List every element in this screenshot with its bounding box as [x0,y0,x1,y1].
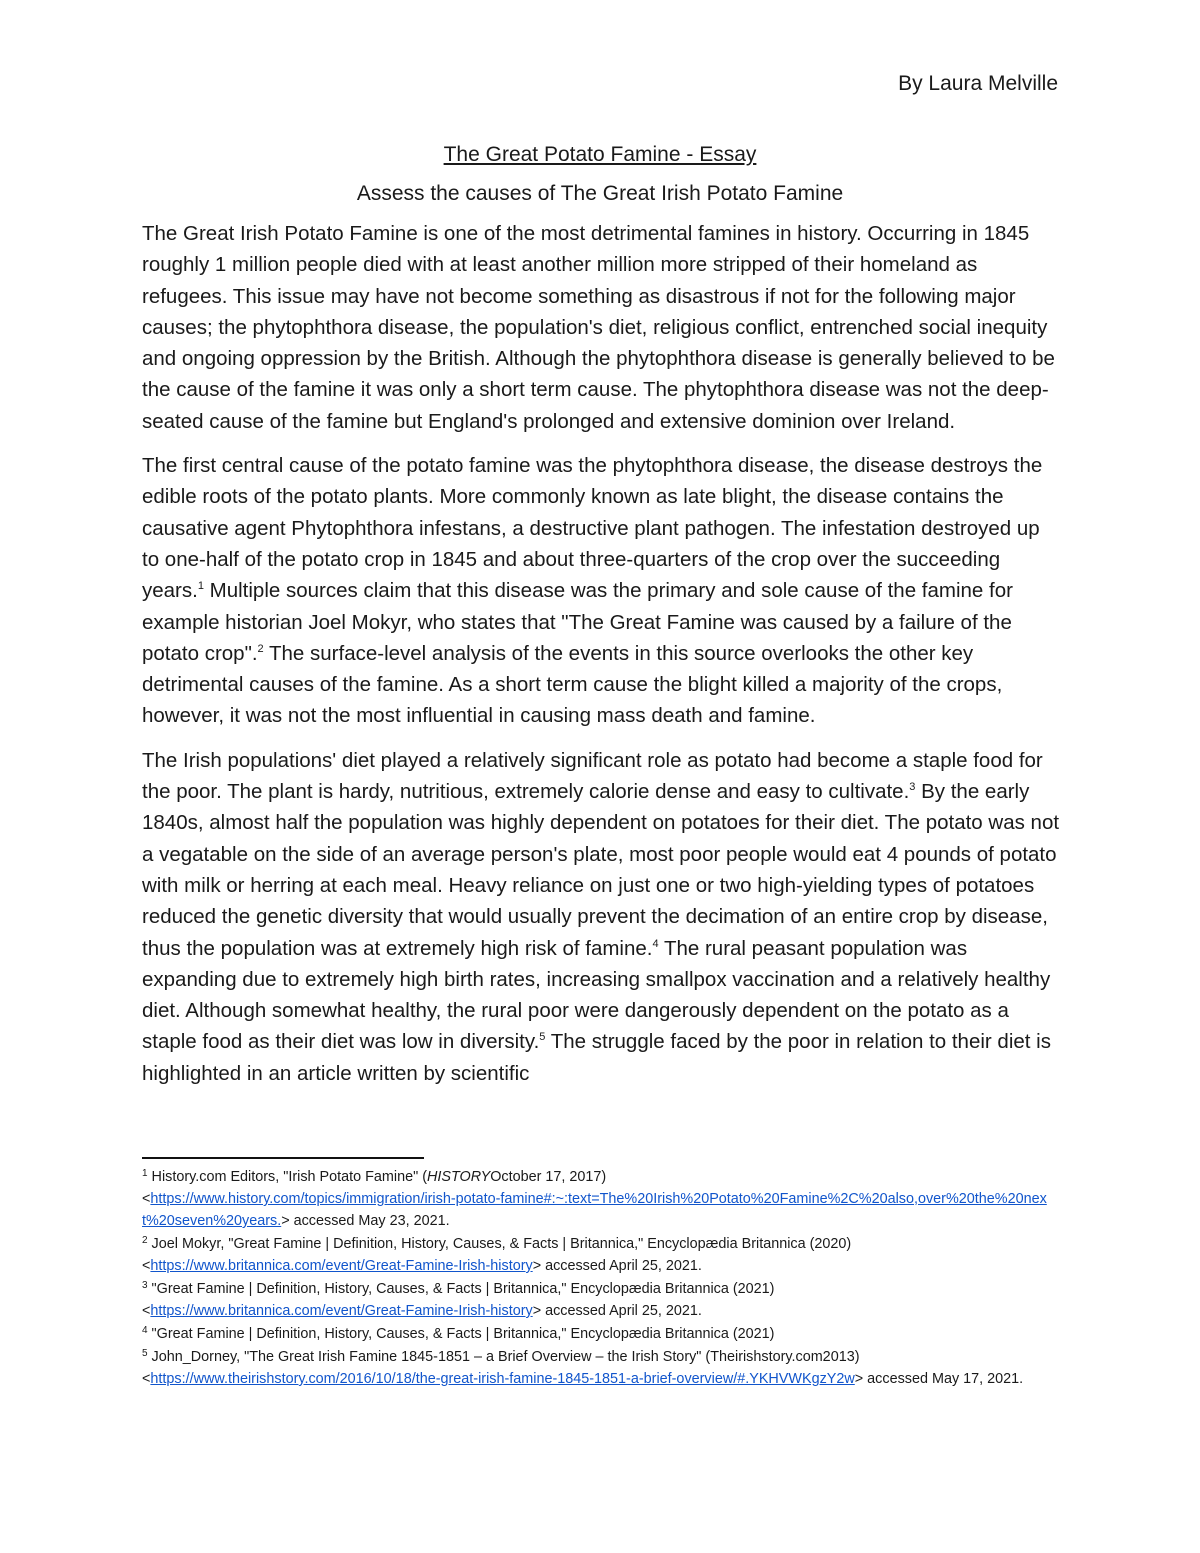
footnote-ref-3[interactable]: 3 [909,781,916,794]
footnote-bracket: < [142,1258,151,1274]
footnote-text: "Great Famine | Definition, History, Causes, & Facts | Britannica," Encyclopædia Britannica (2021) [147,1326,775,1342]
footnote-number: 1 [142,1168,148,1179]
footnote-link[interactable]: https://www.history.com/topics/immigration/irish-potato-famine#:~:text=The%20Irish%20Potato%20Famine%2C%20also,over%20the%20next%20seven%20years. [142,1191,1047,1229]
footnote-ref-1[interactable]: 1 [197,580,204,593]
footnote-link[interactable]: https://www.britannica.com/event/Great-Famine-Irish-history [150,1303,533,1319]
footnote-5 [142,1346,1062,1390]
essay-title: The Great Potato Famine - Essay [443,143,757,166]
paragraph-text: The first central cause of the potato famine was the phytophthora disease, the disease destroys the edible roots of the potato plants. More commonly known as late blight, the disease contains the causative agent Phytophthora infestans, a destructive plant pathogen. The infestation destroyed up to one-half of the potato crop in 1845 and about three-quarters of the crop over the succeeding years. [142,454,1043,603]
footnote-ref-2[interactable]: 2 [257,642,264,655]
footnote-text: > accessed April 25, 2021. [532,1258,702,1274]
footnote-text: "Great Famine | Definition, History, Causes, & Facts | Britannica," Encyclopædia Britannica (2021) [147,1281,775,1297]
footnote-number: 2 [142,1235,148,1246]
footnote-text: > accessed May 17, 2021. [854,1371,1024,1387]
footnote-4 [142,1323,1062,1345]
footnote-bracket: < [142,1371,151,1387]
footnote-link[interactable]: https://www.theirishstory.com/2016/10/18/the-great-irish-famine-1845-1851-a-brief-overview/#.YKHVWKgzY2w [150,1371,855,1387]
footnote-bracket: < [142,1191,151,1207]
footnote-ref-5[interactable]: 5 [539,1031,546,1044]
author-line: By Laura Melville [898,72,1058,95]
footnote-1 [142,1166,1062,1232]
footnote-3 [142,1278,1062,1322]
paragraph-diet [142,745,1062,1089]
paragraph-text: The Irish populations' diet played a relatively significant role as potato had become a staple food for the poor. The plant is hardy, nutritious, extremely calorie dense and easy to cultivate. [142,748,1043,804]
footnote-text: History.com Editors, "Irish Potato Famine" ( [147,1169,428,1185]
essay-subtitle: Assess the causes of The Great Irish Potato Famine [356,182,844,205]
footnote-text: John_Dorney, "The Great Irish Famine 1845-1851 – a Brief Overview – the Irish Story" (Theirishstory.com2013) [147,1349,860,1365]
footnote-italic: HISTORY [427,1169,491,1185]
footnote-ref-4[interactable]: 4 [652,937,659,950]
paragraph-intro-text: The Great Irish Potato Famine is one of the most detrimental famines in history. Occurring in 1845 roughly 1 million people died with at least another million more stripped of their homeland as refugees. This issue may have not become something as disastrous if not for the following major causes; the phytophthora disease, the population's diet, religious conflict, entrenched social inequity and ongoing oppression by the British. Although the phytophthora disease is generally believed to be the cause of the famine it was only a short term cause. The phytophthora disease was not the deep-seated cause of the famine but England's prolonged and extensive dominion over Ireland. [142,222,1055,433]
footnote-number: 4 [142,1325,148,1336]
paragraph-text: The surface-level analysis of the events in this source overlooks the other key detrimental causes of the famine. As a short term cause the blight killed a majority of the crops, however, it was not the most influential in causing mass death and famine. [142,641,1003,728]
essay-body [142,218,1062,1102]
paragraph-phytophthora [142,450,1062,732]
footnote-number: 3 [142,1280,148,1291]
footnote-text: > accessed May 23, 2021. [281,1213,450,1229]
paragraph-text: By the early 1840s, almost half the population was highly dependent on potatoes for their diet. The potato was not a vegatable on the side of an average person's plate, most poor people would eat 4 pounds of potato with milk or herring at each meal. Heavy reliance on just one or two high-yielding types of potatoes reduced the genetic diversity that would usually prevent the decimation of an entire crop by disease, thus the population was at extremely high risk of famine. [142,780,1060,960]
footnotes [142,1166,1062,1391]
footnote-2 [142,1233,1062,1277]
footnote-number: 5 [142,1348,148,1359]
footnote-bracket: < [142,1303,151,1319]
paragraph-intro [142,218,1062,437]
paragraph-text: The struggle faced by the poor in relation to their diet is highlighted in an article written by scientific [142,1030,1051,1085]
footnote-text: October 17, 2017) [490,1169,607,1185]
paragraph-text: Multiple sources claim that this disease was the primary and sole cause of the famine for example historian Joel Mokyr, who states that "The Great Famine was caused by a failure of the potato crop". [142,579,1013,665]
footnote-text: Joel Mokyr, "Great Famine | Definition, History, Causes, & Facts | Britannica," Encyclopædia Britannica (2020) [147,1236,852,1252]
footnote-link[interactable]: https://www.britannica.com/event/Great-Famine-Irish-history [150,1258,533,1274]
footnote-divider [142,1157,424,1159]
footnote-text: > accessed April 25, 2021. [532,1303,702,1319]
paragraph-text: The rural peasant population was expanding due to extremely high birth rates, increasing smallpox vaccination and a relatively healthy diet. Although somewhat healthy, the rural poor were dangerously dependent on the potato as a staple food as their diet was low in diversity. [142,936,1051,1054]
